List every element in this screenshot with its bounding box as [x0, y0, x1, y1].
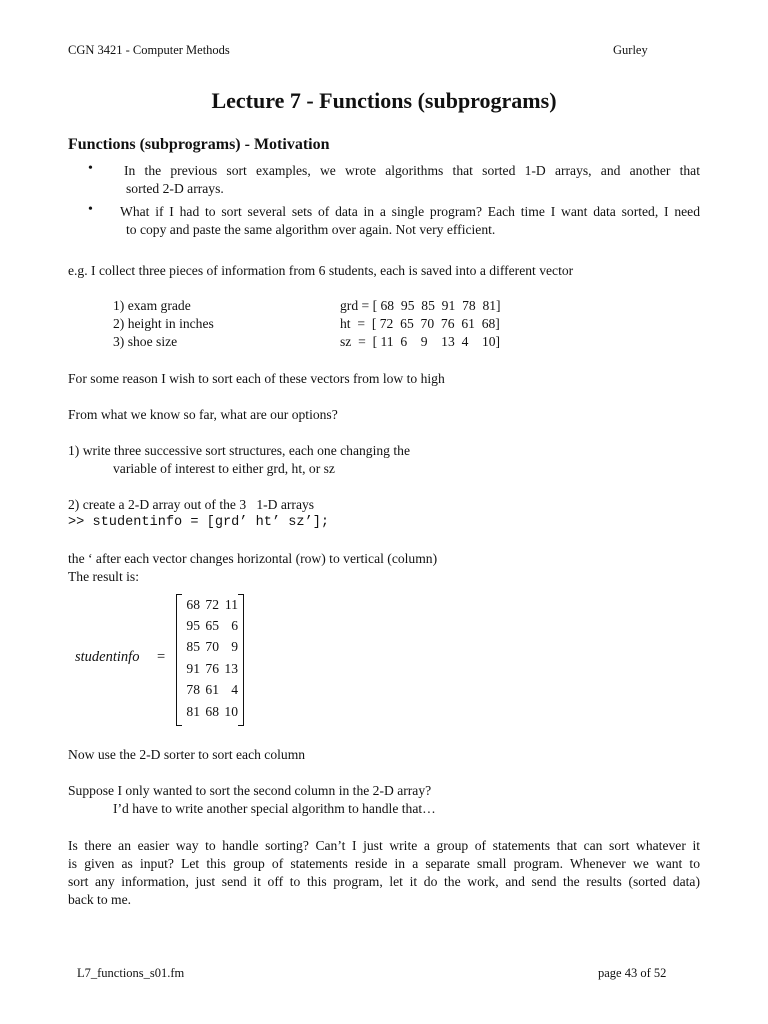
- option-1-line-1: 1) write three successive sort structures, each one changing the: [68, 443, 410, 458]
- sorter-paragraph: Now use the 2-D sorter to sort each column: [68, 747, 306, 762]
- vector-value: ht = [ 72 65 70 76 61 68]: [340, 316, 500, 331]
- matrix-cell: 78: [186, 682, 200, 697]
- bullet-2-line-2: to copy and paste the same algorithm over again. Not very efficient.: [126, 222, 496, 237]
- options-paragraph: From what we know so far, what are our options?: [68, 407, 338, 422]
- matrix-cell: 91: [186, 661, 200, 676]
- matrix-cell: 6: [231, 618, 238, 633]
- bullet-mark: •: [88, 161, 93, 176]
- matrix-cell: 11: [224, 597, 238, 612]
- vector-label: 1) exam grade: [113, 298, 191, 313]
- special-paragraph: I’d have to write another special algorithm to handle that…: [113, 801, 436, 816]
- page-title: Lecture 7 - Functions (subprograms): [211, 88, 557, 113]
- matrix-cell: 72: [205, 597, 219, 612]
- bullet-mark: •: [88, 202, 93, 217]
- matrix-cell: 61: [205, 682, 219, 697]
- matrix-cell: 76: [205, 661, 219, 676]
- closing-line: sort any information, just send it off to this program, let it do the work, and send the results (sorted data): [68, 874, 700, 889]
- footer-page-number: page 43 of 52: [598, 966, 667, 980]
- matrix-cell: 65: [205, 618, 219, 633]
- matrix-row: [182, 618, 238, 634]
- result-label: The result is:: [68, 569, 139, 584]
- transpose-note: the ‘ after each vector changes horizontal (row) to vertical (column): [68, 551, 438, 566]
- option-2: 2) create a 2-D array out of the 3 1-D arrays: [68, 497, 315, 512]
- closing-line: back to me.: [68, 892, 132, 907]
- bullet-1-line-1: In the previous sort examples, we wrote algorithms that sorted 1-D arrays, and another that: [124, 163, 700, 178]
- matrix-equals: =: [157, 649, 166, 665]
- matrix-cell: 70: [205, 639, 219, 654]
- matrix-cell: 95: [186, 618, 200, 633]
- matrix-row: [182, 704, 238, 720]
- header-author: Gurley: [613, 43, 648, 57]
- matrix-cell: 10: [224, 704, 238, 719]
- header-course: CGN 3421 - Computer Methods: [68, 43, 230, 57]
- matrix-row: [182, 639, 238, 655]
- matrix-cell: 13: [224, 661, 238, 676]
- vector-value: sz = [ 11 6 9 13 4 10]: [340, 334, 501, 349]
- vector-value: grd = [ 68 95 85 91 78 81]: [340, 298, 501, 313]
- matrix-row: [182, 597, 238, 613]
- option-1-line-2: variable of interest to either grd, ht, or sz: [113, 461, 335, 476]
- matrix-cell: 9: [231, 639, 238, 654]
- matrix-name: studentinfo: [75, 649, 140, 665]
- vector-label: 2) height in inches: [113, 316, 214, 331]
- closing-line: Is there an easier way to handle sorting? Can’t I just write a group of statements that can sort whatever it: [68, 838, 700, 853]
- matrix-right-bracket: [238, 594, 244, 726]
- matrix-cell: 4: [231, 682, 238, 697]
- closing-line: is given as input? Let this group of statements reside in a separate small program. Whenever we want to: [68, 856, 700, 871]
- section-heading: Functions (subprograms) - Motivation: [68, 136, 330, 153]
- bullet-1-line-2: sorted 2-D arrays.: [126, 181, 224, 196]
- matrix-cell: 68: [186, 597, 200, 612]
- matrix-row: [182, 661, 238, 677]
- matrix-cell: 81: [186, 704, 200, 719]
- matrix-row: [182, 682, 238, 698]
- matrix: [176, 594, 244, 724]
- matrix-cell: 68: [205, 704, 219, 719]
- bullet-2-line-1: What if I had to sort several sets of data in a single program? Each time I want data sorted, I need: [120, 204, 700, 219]
- intro-paragraph: e.g. I collect three pieces of information from 6 students, each is saved into a different vector: [68, 263, 574, 278]
- sort-paragraph: For some reason I wish to sort each of these vectors from low to high: [68, 371, 445, 386]
- vector-label: 3) shoe size: [113, 334, 178, 349]
- suppose-paragraph: Suppose I only wanted to sort the second column in the 2-D array?: [68, 783, 432, 798]
- matrix-cell: 85: [186, 639, 200, 654]
- footer-filename: L7_functions_s01.fm: [77, 966, 185, 980]
- code-line: >> studentinfo = [grd’ ht’ sz’];: [68, 515, 330, 530]
